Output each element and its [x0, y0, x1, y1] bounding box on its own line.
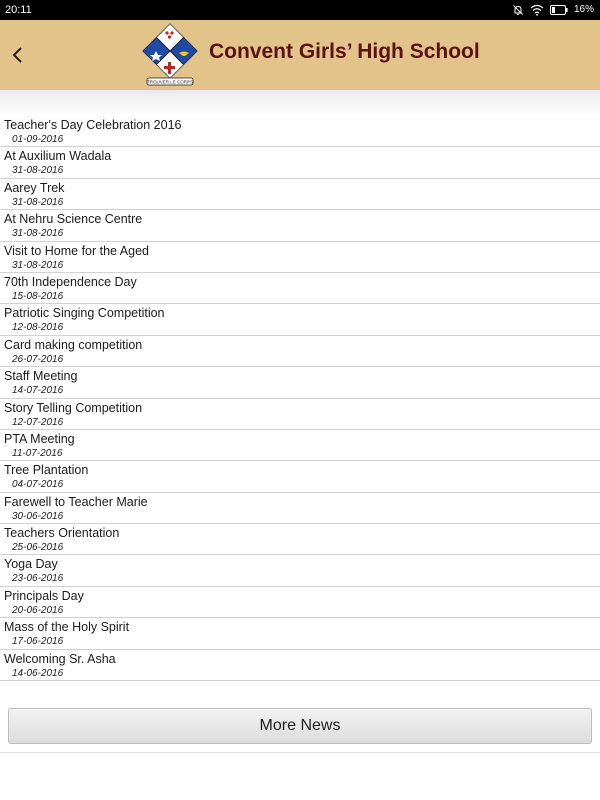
news-title: Principals Day: [4, 588, 84, 603]
news-date: 12-08-2016: [12, 322, 64, 334]
news-date: 31-08-2016: [12, 196, 64, 208]
news-date: 30-06-2016: [12, 510, 64, 522]
battery-percent: 16%: [573, 4, 594, 15]
news-item[interactable]: [0, 242, 600, 273]
news-item[interactable]: [0, 273, 600, 304]
news-title: Yoga Day: [4, 557, 58, 572]
back-button[interactable]: [6, 42, 28, 68]
news-title: Visit to Home for the Aged: [4, 243, 149, 258]
news-date: 14-07-2016: [12, 385, 64, 397]
news-date: 14-06-2016: [12, 667, 64, 679]
news-title: At Nehru Science Centre: [4, 212, 143, 227]
news-date: 20-06-2016: [12, 604, 64, 616]
app-title: Convent Girls’ High School: [209, 40, 480, 63]
news-list-area: [0, 90, 600, 702]
news-title: Story Telling Competition: [4, 400, 143, 415]
news-title: Card making competition: [4, 337, 143, 352]
news-date: 15-08-2016: [12, 290, 64, 302]
news-item[interactable]: [0, 304, 600, 335]
news-date: 26-07-2016: [12, 353, 64, 365]
news-title: Staff Meeting: [4, 369, 78, 384]
status-icons: [512, 0, 594, 20]
news-date: 31-08-2016: [12, 259, 64, 271]
battery-icon: [550, 5, 568, 15]
news-item[interactable]: [0, 493, 600, 524]
chevron-left-icon: [11, 46, 23, 64]
more-news-button[interactable]: More News: [8, 708, 592, 744]
news-title: Farewell to Teacher Marie: [4, 494, 148, 509]
news-title: 70th Independence Day: [4, 274, 137, 289]
news-title: At Auxilium Wadala: [4, 149, 112, 164]
news-item[interactable]: [0, 618, 600, 649]
news-item[interactable]: [0, 524, 600, 555]
news-list: [0, 116, 600, 681]
news-date: 01-09-2016: [12, 134, 64, 145]
news-item[interactable]: [0, 430, 600, 461]
news-title: Tree Plantation: [4, 463, 89, 478]
news-item[interactable]: [0, 650, 600, 681]
bell-off-icon: [512, 4, 524, 16]
news-date: 12-07-2016: [12, 416, 64, 428]
news-title: Patriotic Singing Competition: [4, 306, 165, 321]
divider: [0, 752, 600, 753]
news-date: 23-06-2016: [12, 573, 64, 585]
news-date: 11-07-2016: [12, 447, 63, 459]
news-date: 31-08-2016: [12, 165, 64, 177]
news-title: Mass of the Holy Spirit: [4, 620, 130, 635]
news-date: 17-06-2016: [12, 636, 64, 648]
news-title: Aarey Trek: [4, 180, 65, 195]
news-date: 25-06-2016: [12, 542, 64, 554]
wifi-icon: [530, 4, 544, 16]
status-bar: [0, 0, 600, 20]
news-item[interactable]: [0, 367, 600, 398]
school-crest-logo: [141, 20, 199, 88]
news-title: Teacher's Day Celebration 2016: [4, 118, 182, 132]
news-item[interactable]: [0, 336, 600, 367]
news-item[interactable]: [0, 399, 600, 430]
news-title: Teachers Orientation: [4, 526, 120, 541]
news-item[interactable]: [0, 116, 600, 147]
news-date: 31-08-2016: [12, 228, 64, 240]
status-time: 20:11: [5, 4, 32, 16]
news-title: Welcoming Sr. Asha: [4, 651, 116, 666]
news-date: 04-07-2016: [12, 479, 64, 491]
news-item[interactable]: [0, 555, 600, 586]
news-item[interactable]: [0, 587, 600, 618]
app-bar: [0, 20, 600, 90]
news-item[interactable]: [0, 461, 600, 492]
news-item[interactable]: [0, 147, 600, 178]
news-item[interactable]: [0, 210, 600, 241]
news-title: PTA Meeting: [4, 431, 75, 446]
logo-motto: TROUVER LE CORPS: [146, 79, 194, 85]
news-item[interactable]: [0, 179, 600, 210]
bottom-area: [0, 702, 600, 800]
